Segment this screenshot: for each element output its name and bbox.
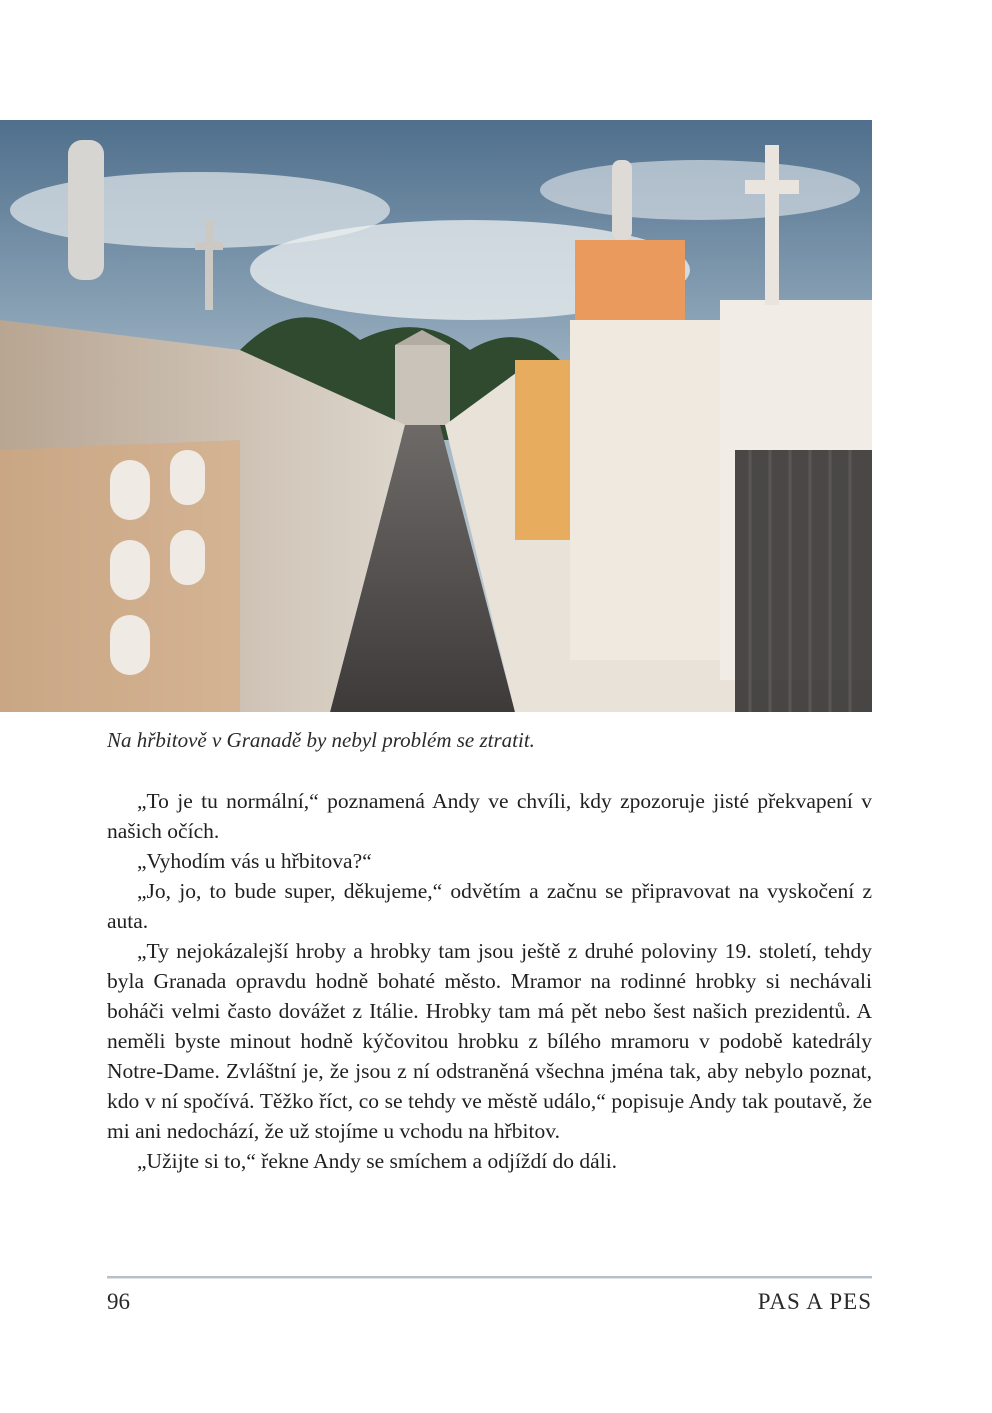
cemetery-photo [0, 120, 872, 712]
paragraph: „To je tu normální,“ poznamená Andy ve chvíli, kdy zpozoruje jisté překvapení v našich očích. [107, 789, 872, 843]
body-text [107, 786, 872, 1176]
paragraph: „Užijte si to,“ řekne Andy se smíchem a odjíždí do dáli. [137, 1149, 618, 1173]
paragraph: „Ty nejokázalejší hroby a hrobky tam jsou ještě z druhé poloviny 19. století, tehdy byla Granada opravdu hodně bohaté město. Mramor na rodinné hrobky si nechávali boháči velmi často dovážet z Itálie. Hrobky tam má pět nebo šest našich prezidentů. A neměli byste minout hodně kýčovitou hrobku z bílého mramoru v podobě katedrály Notre-Dame. Zvláštní je, že jsou z ní odstraněná všechna jména tak, aby nebylo poznat, kdo v ní spočívá. Těžko říct, co se tehdy ve městě událo,“ popisuje Andy tak poutavě, že mi ani nedochází, že už stojíme u vchodu na hřbitov. [107, 939, 872, 1143]
photo-caption: Na hřbitově v Granadě by nebyl problém se ztratit. [107, 728, 535, 752]
paragraph: „Jo, jo, to bude super, děkujeme,“ odvětím a začnu se připravovat na vyskočení z auta. [107, 879, 872, 933]
footer-divider [107, 1276, 872, 1279]
running-title: PAS A PES [757, 1289, 872, 1314]
page-number: 96 [107, 1289, 130, 1314]
paragraph: „Vyhodím vás u hřbitova?“ [137, 849, 372, 873]
